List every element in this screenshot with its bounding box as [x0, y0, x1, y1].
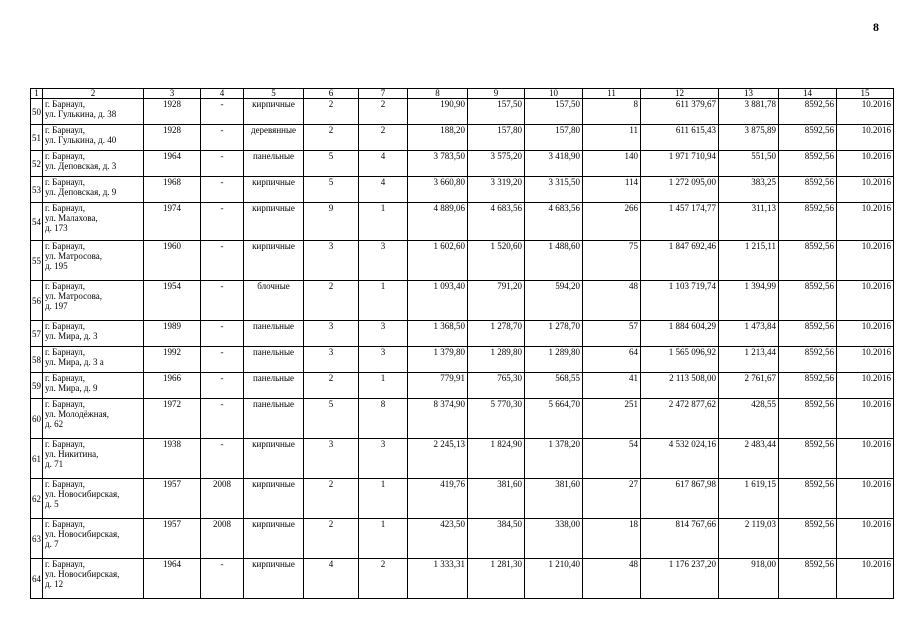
- cell-entrances: 1: [359, 281, 408, 321]
- cell-floors: 3: [304, 321, 359, 347]
- address-line: д. 12: [45, 579, 64, 589]
- cell-c10: 1 278,70: [525, 321, 583, 347]
- address-line: ул. Новосибирская,: [45, 529, 120, 539]
- cell-year: 1960: [144, 241, 201, 281]
- address-line: ул. Новосибирская,: [45, 489, 120, 499]
- cell-c10: 594,20: [525, 281, 583, 321]
- cell-floors: 4: [304, 559, 359, 599]
- cell-c8: 1 602,60: [408, 241, 468, 281]
- cell-material: деревянные: [244, 125, 304, 151]
- cell-c13: 1 215,11: [719, 241, 779, 281]
- table-row: [31, 281, 894, 321]
- cell-c10: 3 315,50: [525, 177, 583, 203]
- cell-renov: -: [201, 439, 244, 479]
- address-line: ул. Деповская, д. 9: [45, 187, 117, 197]
- cell-c9: 1 281,30: [468, 559, 525, 599]
- address-line: ул. Матросова,: [45, 251, 102, 261]
- cell-c12: 1 176 237,20: [641, 559, 719, 599]
- cell-c10: 157,50: [525, 99, 583, 125]
- cell-floors: 3: [304, 439, 359, 479]
- address-line: д. 5: [45, 499, 59, 509]
- cell-material: панельные: [244, 399, 304, 439]
- cell-floors: 3: [304, 347, 359, 373]
- cell-c14: 8592,56: [779, 321, 837, 347]
- cell-c14: 8592,56: [779, 347, 837, 373]
- cell-renov: -: [201, 125, 244, 151]
- cell-material: кирпичные: [244, 479, 304, 519]
- row-number-cell: 51: [31, 125, 43, 151]
- cell-c14: 8592,56: [779, 439, 837, 479]
- cell-c15: 10.2016: [837, 347, 894, 373]
- address-cell: [43, 321, 144, 347]
- cell-c15: 10.2016: [837, 151, 894, 177]
- cell-material: кирпичные: [244, 519, 304, 559]
- cell-c8: 1 379,80: [408, 347, 468, 373]
- cell-year: 1972: [144, 399, 201, 439]
- cell-c14: 8592,56: [779, 399, 837, 439]
- row-number-cell: 62: [31, 479, 43, 519]
- cell-year: 1954: [144, 281, 201, 321]
- cell-c8: 3 660,80: [408, 177, 468, 203]
- cell-c11: 140: [583, 151, 641, 177]
- cell-c15: 10.2016: [837, 241, 894, 281]
- cell-year: 1964: [144, 151, 201, 177]
- row-number-cell: 50: [31, 99, 43, 125]
- cell-c15: 10.2016: [837, 519, 894, 559]
- address-cell: [43, 151, 144, 177]
- cell-c11: 266: [583, 203, 641, 241]
- cell-c12: 1 884 604,29: [641, 321, 719, 347]
- cell-c11: 57: [583, 321, 641, 347]
- address-line: д. 195: [45, 261, 68, 271]
- cell-entrances: 3: [359, 347, 408, 373]
- column-number-cell: 1: [31, 89, 43, 99]
- housing-registry-table: [30, 88, 894, 599]
- address-cell: [43, 241, 144, 281]
- cell-floors: 2: [304, 281, 359, 321]
- cell-c10: 1 210,40: [525, 559, 583, 599]
- cell-floors: 2: [304, 99, 359, 125]
- cell-c14: 8592,56: [779, 241, 837, 281]
- cell-c8: 1 368,50: [408, 321, 468, 347]
- cell-material: блочные: [244, 281, 304, 321]
- cell-c10: 1 488,60: [525, 241, 583, 281]
- table-row: [31, 559, 894, 599]
- table-row: [31, 125, 894, 151]
- row-number-cell: 63: [31, 519, 43, 559]
- cell-entrances: 1: [359, 373, 408, 399]
- row-number-cell: 54: [31, 203, 43, 241]
- cell-year: 1966: [144, 373, 201, 399]
- address-line: г. Барнаул,: [45, 125, 86, 135]
- cell-c13: 1 394,99: [719, 281, 779, 321]
- cell-entrances: 1: [359, 479, 408, 519]
- cell-c13: 428,55: [719, 399, 779, 439]
- table-row: [31, 99, 894, 125]
- table-row: [31, 203, 894, 241]
- address-line: д. 62: [45, 419, 64, 429]
- cell-c13: 3 875,89: [719, 125, 779, 151]
- cell-material: панельные: [244, 347, 304, 373]
- cell-c14: 8592,56: [779, 559, 837, 599]
- cell-renov: 2008: [201, 479, 244, 519]
- address-line: д. 7: [45, 539, 59, 549]
- cell-floors: 2: [304, 125, 359, 151]
- cell-c12: 1 457 174,77: [641, 203, 719, 241]
- cell-renov: -: [201, 99, 244, 125]
- address-line: д. 197: [45, 301, 68, 311]
- cell-c15: 10.2016: [837, 125, 894, 151]
- cell-c10: 338,00: [525, 519, 583, 559]
- address-line: ул. Мира, д. 9: [45, 383, 98, 393]
- cell-c15: 10.2016: [837, 479, 894, 519]
- row-number-cell: 56: [31, 281, 43, 321]
- cell-c14: 8592,56: [779, 373, 837, 399]
- cell-c8: 423,50: [408, 519, 468, 559]
- table-row: [31, 347, 894, 373]
- cell-c10: 157,80: [525, 125, 583, 151]
- address-cell: [43, 281, 144, 321]
- cell-c12: 2 113 508,00: [641, 373, 719, 399]
- cell-entrances: 2: [359, 125, 408, 151]
- cell-c11: 18: [583, 519, 641, 559]
- address-cell: [43, 519, 144, 559]
- cell-material: панельные: [244, 151, 304, 177]
- cell-c8: 188,20: [408, 125, 468, 151]
- cell-c13: 1 473,84: [719, 321, 779, 347]
- column-number-cell: 7: [359, 89, 408, 99]
- cell-c12: 611 615,43: [641, 125, 719, 151]
- row-number-cell: 53: [31, 177, 43, 203]
- address-line: ул. Деповская, д. 3: [45, 161, 117, 171]
- cell-c14: 8592,56: [779, 479, 837, 519]
- address-line: ул. Матросова,: [45, 291, 102, 301]
- cell-c9: 1 278,70: [468, 321, 525, 347]
- cell-material: кирпичные: [244, 559, 304, 599]
- column-number-cell: 6: [304, 89, 359, 99]
- cell-floors: 9: [304, 203, 359, 241]
- column-number-cell: 3: [144, 89, 201, 99]
- column-number-cell: 9: [468, 89, 525, 99]
- row-number-cell: 59: [31, 373, 43, 399]
- cell-material: кирпичные: [244, 203, 304, 241]
- cell-c13: 918,00: [719, 559, 779, 599]
- cell-renov: -: [201, 373, 244, 399]
- cell-c13: 1 619,15: [719, 479, 779, 519]
- row-number-cell: 58: [31, 347, 43, 373]
- cell-year: 1974: [144, 203, 201, 241]
- cell-c8: 419,76: [408, 479, 468, 519]
- address-line: г. Барнаул,: [45, 399, 86, 409]
- column-number-row: [31, 89, 894, 99]
- cell-c10: 1 378,20: [525, 439, 583, 479]
- cell-c11: 48: [583, 281, 641, 321]
- address-line: ул. Гулькина, д. 38: [45, 109, 117, 119]
- address-line: ул. Молодёжная,: [45, 409, 109, 419]
- table-row: [31, 177, 894, 203]
- table-row: [31, 151, 894, 177]
- cell-c15: 10.2016: [837, 203, 894, 241]
- cell-year: 1964: [144, 559, 201, 599]
- cell-year: 1928: [144, 125, 201, 151]
- cell-c11: 64: [583, 347, 641, 373]
- cell-c13: 311,13: [719, 203, 779, 241]
- cell-c9: 3 319,20: [468, 177, 525, 203]
- cell-c10: 568,55: [525, 373, 583, 399]
- cell-renov: 2008: [201, 519, 244, 559]
- address-line: ул. Гулькина, д. 40: [45, 135, 117, 145]
- address-line: ул. Мира, д. 3 а: [45, 357, 104, 367]
- cell-entrances: 3: [359, 321, 408, 347]
- address-line: г. Барнаул,: [45, 241, 86, 251]
- cell-c14: 8592,56: [779, 519, 837, 559]
- cell-c12: 1 847 692,46: [641, 241, 719, 281]
- cell-c12: 1 971 710,94: [641, 151, 719, 177]
- cell-year: 1928: [144, 99, 201, 125]
- cell-floors: 5: [304, 151, 359, 177]
- cell-c14: 8592,56: [779, 203, 837, 241]
- column-number-cell: 14: [779, 89, 837, 99]
- cell-c11: 27: [583, 479, 641, 519]
- cell-c9: 5 770,30: [468, 399, 525, 439]
- address-line: г. Барнаул,: [45, 559, 86, 569]
- address-line: д. 71: [45, 459, 64, 469]
- cell-c12: 1 565 096,92: [641, 347, 719, 373]
- cell-entrances: 4: [359, 177, 408, 203]
- address-line: г. Барнаул,: [45, 321, 86, 331]
- cell-c10: 381,60: [525, 479, 583, 519]
- address-cell: [43, 99, 144, 125]
- cell-c8: 1 093,40: [408, 281, 468, 321]
- cell-c13: 383,25: [719, 177, 779, 203]
- cell-c11: 75: [583, 241, 641, 281]
- cell-c13: 2 761,67: [719, 373, 779, 399]
- cell-c14: 8592,56: [779, 177, 837, 203]
- cell-c8: 190,90: [408, 99, 468, 125]
- cell-c15: 10.2016: [837, 281, 894, 321]
- address-line: ул. Мира, д. 3: [45, 331, 98, 341]
- cell-c13: 551,50: [719, 151, 779, 177]
- table-row: [31, 399, 894, 439]
- cell-renov: -: [201, 177, 244, 203]
- cell-c14: 8592,56: [779, 99, 837, 125]
- address-cell: [43, 479, 144, 519]
- address-line: г. Барнаул,: [45, 479, 86, 489]
- cell-entrances: 1: [359, 203, 408, 241]
- cell-floors: 2: [304, 479, 359, 519]
- cell-year: 1938: [144, 439, 201, 479]
- row-number-cell: 61: [31, 439, 43, 479]
- cell-floors: 3: [304, 241, 359, 281]
- cell-renov: -: [201, 347, 244, 373]
- column-number-cell: 11: [583, 89, 641, 99]
- cell-c12: 4 532 024,16: [641, 439, 719, 479]
- table-row: [31, 241, 894, 281]
- column-number-cell: 15: [837, 89, 894, 99]
- column-number-cell: 4: [201, 89, 244, 99]
- address-cell: [43, 373, 144, 399]
- cell-entrances: 4: [359, 151, 408, 177]
- cell-c14: 8592,56: [779, 125, 837, 151]
- address-line: г. Барнаул,: [45, 347, 86, 357]
- cell-floors: 2: [304, 373, 359, 399]
- address-cell: [43, 203, 144, 241]
- cell-entrances: 2: [359, 559, 408, 599]
- cell-renov: -: [201, 559, 244, 599]
- cell-c8: 2 245,13: [408, 439, 468, 479]
- column-number-cell: 8: [408, 89, 468, 99]
- address-cell: [43, 559, 144, 599]
- column-number-cell: 10: [525, 89, 583, 99]
- row-number-cell: 55: [31, 241, 43, 281]
- cell-year: 1957: [144, 519, 201, 559]
- cell-c9: 157,80: [468, 125, 525, 151]
- cell-c9: 381,60: [468, 479, 525, 519]
- cell-entrances: 8: [359, 399, 408, 439]
- address-cell: [43, 347, 144, 373]
- cell-c13: 1 213,44: [719, 347, 779, 373]
- table-row: [31, 479, 894, 519]
- cell-material: кирпичные: [244, 241, 304, 281]
- cell-entrances: 1: [359, 519, 408, 559]
- cell-c10: 4 683,56: [525, 203, 583, 241]
- cell-c8: 3 783,50: [408, 151, 468, 177]
- cell-c8: 779,91: [408, 373, 468, 399]
- cell-c15: 10.2016: [837, 373, 894, 399]
- row-number-cell: 64: [31, 559, 43, 599]
- cell-c15: 10.2016: [837, 559, 894, 599]
- cell-c10: 5 664,70: [525, 399, 583, 439]
- cell-c8: 8 374,90: [408, 399, 468, 439]
- address-line: ул. Малахова,: [45, 213, 98, 223]
- page-number: 8: [873, 20, 879, 34]
- cell-material: панельные: [244, 321, 304, 347]
- cell-c12: 617 867,98: [641, 479, 719, 519]
- address-line: г. Барнаул,: [45, 281, 86, 291]
- cell-c11: 114: [583, 177, 641, 203]
- cell-material: панельные: [244, 373, 304, 399]
- cell-year: 1992: [144, 347, 201, 373]
- address-line: г. Барнаул,: [45, 203, 86, 213]
- cell-renov: -: [201, 241, 244, 281]
- address-cell: [43, 439, 144, 479]
- cell-c9: 1 520,60: [468, 241, 525, 281]
- cell-floors: 5: [304, 177, 359, 203]
- address-line: г. Барнаул,: [45, 99, 86, 109]
- cell-c11: 41: [583, 373, 641, 399]
- cell-c14: 8592,56: [779, 281, 837, 321]
- cell-c9: 1 824,90: [468, 439, 525, 479]
- cell-renov: -: [201, 151, 244, 177]
- address-line: ул. Новосибирская,: [45, 569, 120, 579]
- column-number-cell: 5: [244, 89, 304, 99]
- cell-renov: -: [201, 281, 244, 321]
- cell-c12: 611 379,67: [641, 99, 719, 125]
- cell-c13: 2 119,03: [719, 519, 779, 559]
- cell-entrances: 2: [359, 99, 408, 125]
- cell-c15: 10.2016: [837, 177, 894, 203]
- cell-c9: 4 683,56: [468, 203, 525, 241]
- address-line: г. Барнаул,: [45, 439, 86, 449]
- cell-year: 1968: [144, 177, 201, 203]
- cell-c11: 54: [583, 439, 641, 479]
- cell-year: 1957: [144, 479, 201, 519]
- cell-c15: 10.2016: [837, 321, 894, 347]
- address-cell: [43, 125, 144, 151]
- cell-material: кирпичные: [244, 439, 304, 479]
- cell-c11: 251: [583, 399, 641, 439]
- column-number-cell: 12: [641, 89, 719, 99]
- cell-material: кирпичные: [244, 99, 304, 125]
- cell-c9: 1 289,80: [468, 347, 525, 373]
- row-number-cell: 52: [31, 151, 43, 177]
- cell-c9: 157,50: [468, 99, 525, 125]
- address-cell: [43, 177, 144, 203]
- cell-renov: -: [201, 203, 244, 241]
- cell-c9: 384,50: [468, 519, 525, 559]
- cell-c13: 3 881,78: [719, 99, 779, 125]
- cell-c15: 10.2016: [837, 99, 894, 125]
- cell-material: кирпичные: [244, 177, 304, 203]
- cell-c15: 10.2016: [837, 399, 894, 439]
- cell-c8: 4 889,06: [408, 203, 468, 241]
- cell-c11: 48: [583, 559, 641, 599]
- cell-floors: 2: [304, 519, 359, 559]
- cell-c9: 765,30: [468, 373, 525, 399]
- column-number-cell: 13: [719, 89, 779, 99]
- cell-year: 1989: [144, 321, 201, 347]
- cell-c9: 3 575,20: [468, 151, 525, 177]
- table-row: [31, 519, 894, 559]
- address-line: д. 173: [45, 223, 68, 233]
- cell-c13: 2 483,44: [719, 439, 779, 479]
- address-cell: [43, 399, 144, 439]
- column-number-cell: 2: [43, 89, 144, 99]
- cell-c15: 10.2016: [837, 439, 894, 479]
- cell-c12: 814 767,66: [641, 519, 719, 559]
- cell-c12: 2 472 877,62: [641, 399, 719, 439]
- cell-c10: 1 289,80: [525, 347, 583, 373]
- cell-c10: 3 418,90: [525, 151, 583, 177]
- table-row: [31, 373, 894, 399]
- cell-c11: 11: [583, 125, 641, 151]
- table-row: [31, 439, 894, 479]
- address-line: г. Барнаул,: [45, 151, 86, 161]
- cell-c9: 791,20: [468, 281, 525, 321]
- cell-entrances: 3: [359, 439, 408, 479]
- row-number-cell: 57: [31, 321, 43, 347]
- cell-renov: -: [201, 321, 244, 347]
- cell-c14: 8592,56: [779, 151, 837, 177]
- cell-c11: 8: [583, 99, 641, 125]
- cell-entrances: 3: [359, 241, 408, 281]
- address-line: г. Барнаул,: [45, 373, 86, 383]
- address-line: г. Барнаул,: [45, 177, 86, 187]
- row-number-cell: 60: [31, 399, 43, 439]
- address-line: г. Барнаул,: [45, 519, 86, 529]
- table-row: [31, 321, 894, 347]
- cell-c12: 1 103 719,74: [641, 281, 719, 321]
- cell-c8: 1 333,31: [408, 559, 468, 599]
- cell-c12: 1 272 095,00: [641, 177, 719, 203]
- cell-floors: 5: [304, 399, 359, 439]
- address-line: ул. Никитина,: [45, 449, 99, 459]
- cell-renov: -: [201, 399, 244, 439]
